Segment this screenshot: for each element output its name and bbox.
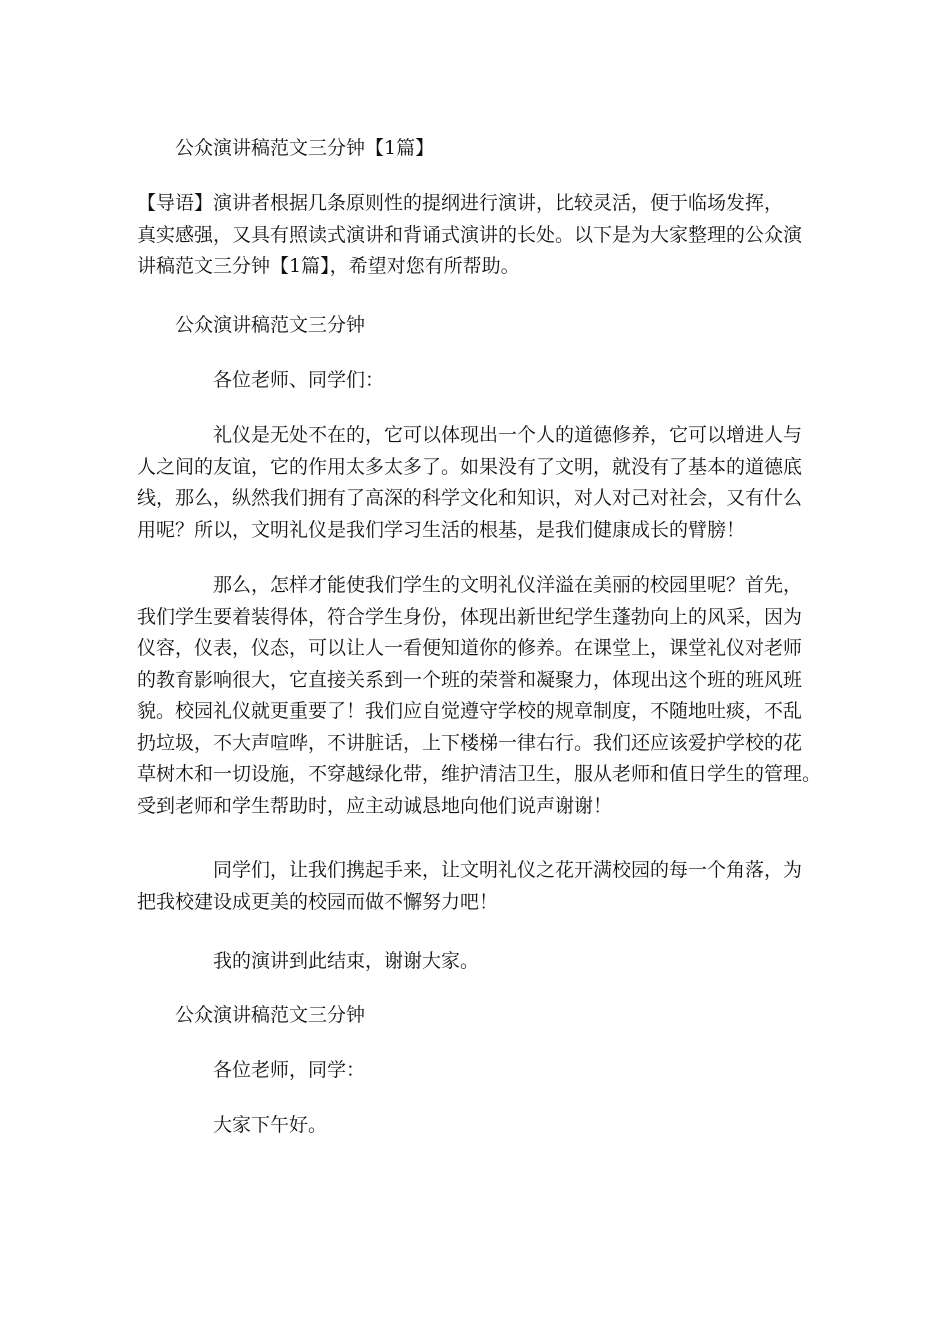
intro-line: 真实感强，又具有照读式演讲和背诵式演讲的长处。以下是为大家整理的公众演: [137, 223, 803, 246]
section2-greeting: 大家下午好。: [213, 1114, 328, 1136]
paragraph-line: 线，那么，纵然我们拥有了高深的科学文化和知识，对人对己对社会，又有什么: [137, 487, 803, 509]
section2-salutation: 各位老师，同学：: [213, 1059, 366, 1081]
section1-closing: 我的演讲到此结束，谢谢大家。: [213, 950, 480, 972]
paragraph-line: 同学们，让我们携起手来，让文明礼仪之花开满校园的每一个角落，为: [213, 859, 803, 881]
intro-line: 【导语】演讲者根据几条原则性的提纲进行演讲，比较灵活，便于临场发挥，: [137, 192, 784, 214]
paragraph-line: 的教育影响很大，它直接关系到一个班的荣誉和凝聚力，体现出这个班的班风班: [137, 668, 803, 691]
paragraph-line: 我们学生要着装得体，符合学生身份，体现出新世纪学生蓬勃向上的风采，因为: [137, 605, 803, 628]
section1-salutation-block: [137, 365, 823, 397]
intro-line: 讲稿范文三分钟【1篇】，希望对您有所帮助。: [137, 255, 520, 277]
paragraph-line: 草树木和一切设施，不穿越绿化带，维护清洁卫生，服从老师和值日学生的管理。: [137, 763, 822, 785]
paragraph-line: 把我校建设成更美的校园而做不懈努力吧！: [137, 890, 499, 913]
section1-paragraph-2: [137, 570, 823, 822]
section2-heading: 公众演讲稿范文三分钟: [175, 1004, 366, 1026]
section1-paragraph-3: [137, 855, 823, 918]
paragraph-line: 用呢？所以，文明礼仪是我们学习生活的根基，是我们健康成长的臂膀！: [137, 518, 746, 541]
paragraph-line: 仪容，仪表，仪态，可以让人一看便知道你的修养。在课堂上，课堂礼仪对老师: [137, 637, 803, 659]
document-title-block: [137, 133, 823, 165]
document-title: 公众演讲稿范文三分钟【1篇】: [175, 137, 435, 159]
paragraph-line: 貌。校园礼仪就更重要了！我们应自觉遵守学校的规章制度，不随地吐痰，不乱: [137, 700, 803, 722]
section1-closing-block: [137, 946, 823, 978]
section2-heading-block: [137, 1000, 823, 1032]
section1-heading: 公众演讲稿范文三分钟: [175, 314, 366, 336]
intro-paragraph: [137, 188, 823, 283]
section2-greeting-block: [137, 1110, 823, 1142]
section2-salutation-block: [137, 1055, 823, 1087]
paragraph-line: 扔垃圾，不大声喧哗，不讲脏话，上下楼梯一律右行。我们还应该爱护学校的花: [137, 731, 803, 754]
section1-salutation: 各位老师、同学们：: [213, 369, 385, 391]
paragraph-line: 礼仪是无处不在的，它可以体现出一个人的道德修养，它可以增进人与: [213, 424, 803, 446]
paragraph-line: 人之间的友谊，它的作用太多太多了。如果没有了文明，就没有了基本的道德底: [137, 455, 803, 478]
paragraph-line: 受到老师和学生帮助时，应主动诚恳地向他们说声谢谢！: [137, 794, 613, 817]
section1-paragraph-1: [137, 420, 823, 546]
section1-heading-block: [137, 310, 823, 342]
paragraph-line: 那么，怎样才能使我们学生的文明礼仪洋溢在美丽的校园里呢？首先，: [213, 574, 803, 596]
